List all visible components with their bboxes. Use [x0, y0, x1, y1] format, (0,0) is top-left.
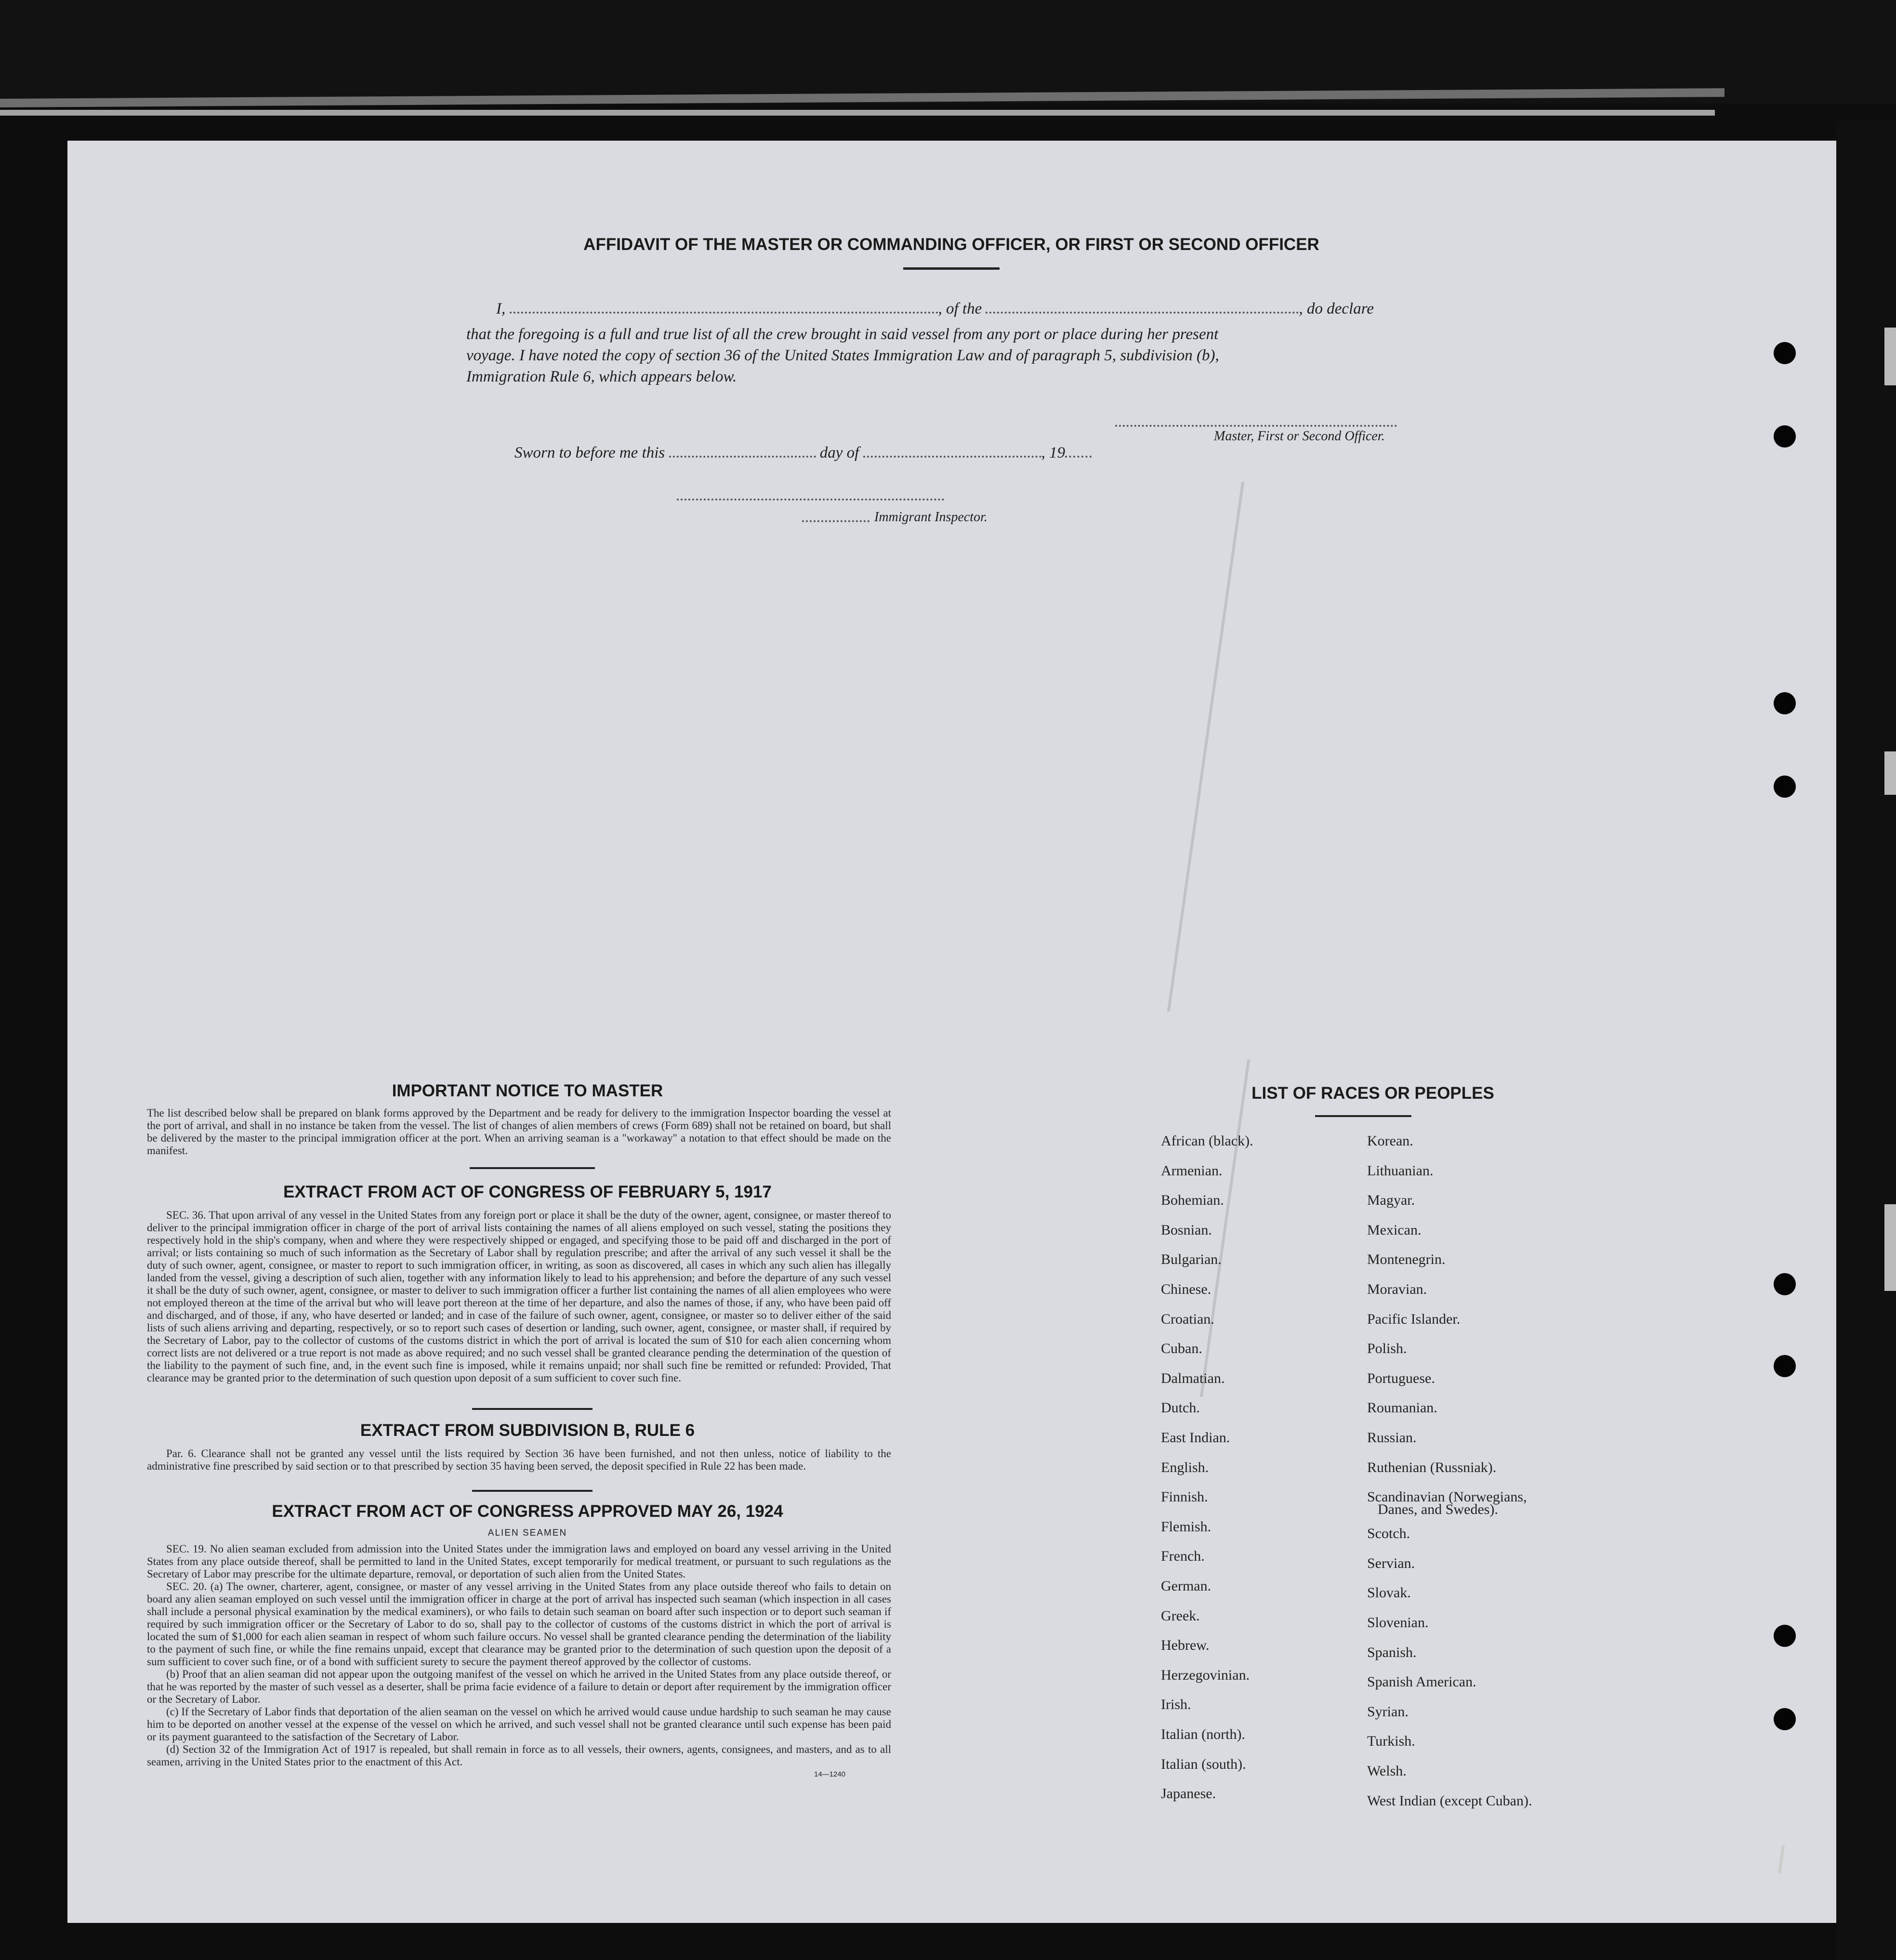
form-number: 14—1240	[814, 1770, 846, 1778]
extract-1917-title: EXTRACT FROM ACT OF CONGRESS OF FEBRUARY 5, 1917	[283, 1183, 772, 1201]
race-item: Japanese.	[1161, 1786, 1216, 1802]
sworn-line	[514, 444, 1237, 462]
race-item: Armenian.	[1161, 1162, 1223, 1179]
notice-title: IMPORTANT NOTICE TO MASTER	[392, 1081, 663, 1100]
punch-hole	[1774, 692, 1796, 714]
race-item: Bulgarian.	[1161, 1251, 1222, 1268]
race-item: Polish.	[1367, 1341, 1407, 1357]
vessel-label: , of the	[938, 300, 982, 317]
section-20a-paragraph: SEC. 20. (a) The owner, charterer, agent, consignee, or master of any vessel arriving in the United States from any place outside thereof who fails to detain on board any alien seaman employed on such vessel until the immigration officer in charge at the port of arrival has inspected such seaman (which inspection in all cases shall include a personal physical examination by the medical examiners), or who fails to detain such seaman on board after such inspection or to deport such seaman if required by such immigration officer or the Secretary of Labor to do so, shall pay to the collector of customs of the customs district in which the port of arrival is located the sum of $1,000 for each alien seaman in respect of whom such failure occurs. No vessel shall be granted clearance pending the determination of the liability to the payment of such fine, or while the fine remains unpaid, except that clearance may be granted prior to the determination of such question upon the deposit of a sum sufficient to cover such fine, or of a bond with sufficient surety to secure the payment thereof approved by the collector of customs.	[147, 1580, 891, 1668]
punch-hole	[1774, 1355, 1796, 1377]
section-divider	[472, 1490, 592, 1492]
race-item: Korean.	[1367, 1133, 1413, 1149]
race-item: English.	[1161, 1459, 1209, 1475]
race-item: Chinese.	[1161, 1281, 1211, 1297]
declaration-line	[496, 300, 1421, 318]
races-title: LIST OF RACES OR PEOPLES	[1251, 1084, 1494, 1103]
races-title-underline	[1315, 1115, 1411, 1117]
race-item: French.	[1161, 1548, 1205, 1565]
section-19-paragraph: SEC. 19. No alien seaman excluded from admission into the United States under the immigration laws and employed on board any vessel arriving in the United States from any place outside thereof, shall be permitted to land in the United States, except temporarily for medical treatment, or pursuant to such regulations as the Secretary of Labor may prescribe for the ultimate departure, removal, or deportation of such alien from the United States.	[147, 1543, 891, 1580]
vessel-name-blank[interactable]	[986, 301, 1299, 314]
race-item: Flemish.	[1161, 1518, 1211, 1535]
race-item: Turkish.	[1367, 1733, 1415, 1750]
race-item: German.	[1161, 1578, 1211, 1594]
microfilm-right-border	[1836, 120, 1896, 1960]
race-item: Italian (north).	[1161, 1726, 1245, 1742]
sworn-month-blank[interactable]	[863, 445, 1041, 458]
officer-signature-blank[interactable]	[1115, 425, 1397, 427]
rule6-title: EXTRACT FROM SUBDIVISION B, RULE 6	[360, 1421, 695, 1440]
page-fold-edge	[0, 110, 1715, 116]
next-page-edge	[1884, 328, 1896, 385]
punch-hole	[1774, 1625, 1796, 1647]
section-20c-paragraph: (c) If the Secretary of Labor finds that deportation of the alien seaman on the vessel on which he arrived would cause undue hardship to such seaman he may cause him to be deported on another vessel at the expense of the vessel on which he arrived, and such vessel shall not be granted clearance until such expense has been paid or its payment guaranteed to the satisfaction of the Secretary of Labor.	[147, 1706, 891, 1743]
race-item: Croatian.	[1161, 1311, 1214, 1327]
sworn-label: Sworn to before me this	[514, 444, 665, 461]
year-label: , 19	[1041, 444, 1066, 461]
sworn-year-blank[interactable]	[1065, 445, 1092, 458]
race-item: West Indian (except Cuban).	[1367, 1792, 1532, 1809]
extract-1924-title: EXTRACT FROM ACT OF CONGRESS APPROVED MAY 26, 1924	[272, 1502, 783, 1521]
race-item: Welsh.	[1367, 1763, 1407, 1779]
race-item: Montenegrin.	[1367, 1251, 1446, 1268]
punch-hole	[1774, 776, 1796, 798]
race-item: Irish.	[1161, 1697, 1191, 1713]
race-item: Portuguese.	[1367, 1370, 1435, 1386]
race-item: Lithuanian.	[1367, 1162, 1434, 1179]
extract-1917-text: SEC. 36. That upon arrival of any vessel in the United States from any foreign port or place it shall be the duty of the owner, agent, consignee, or master thereof to deliver to the principal immigration officer in charge of the port of arrival lists containing the names of all aliens employed on such vessel, stating the positions they respectively hold in the ship's company, when and where they were respectively shipped or engaged, and specifying those to be paid off and discharged in the port of arrival; or lists containing so much of such information as the Secretary of Labor shall by regulation prescribe; and after the arrival of any such vessel it shall be the duty of such owner, agent, consignee, or master to report to such immigration officer, in writing, as soon as discovered, all cases in which any such alien has illegally landed from the vessel, giving a description of such alien, together with any information likely to lead to his apprehension; and before the departure of any such vessel it shall be the duty of such owner, agent, consignee, or master to deliver to such immigration officer a further list containing the names of all alien employees who were not employed thereon at the time of the arrival but who will leave port thereon at the time of her departure, and also the names of those, if any, who have been paid off and discharged, and of those, if any, who have deserted or landed; and in case of the failure of such owner, agent, consignee, or master so to deliver either of the said lists of such aliens arriving and departing, respectively, or so to report such cases of desertion or landing, such owner, agent, consignee, or master shall, if required by the Secretary of Labor, pay to the collector of customs of the customs district in which the port of arrival is located the sum of $10 for each alien concerning whom correct lists are not delivered or a true report is not made as above required; and no such vessel shall be granted clearance pending the determination of the question of the liability to the payment of such fine, and, in the event such fine is imposed, while it remains unpaid; nor shall such fine be remitted or refunded: Provided, That clearance may be granted prior to the determination of such question upon deposit of a sum sufficient to cover such fine.	[147, 1209, 891, 1384]
race-item: Pacific Islander.	[1367, 1311, 1461, 1327]
affidavit-title: AFFIDAVIT OF THE MASTER OR COMMANDING OFFICER, OR FIRST OR SECOND OFFICER	[583, 235, 1319, 254]
section-20d-paragraph: (d) Section 32 of the Immigration Act of 1917 is repealed, but shall remain in force as to all vessels, their owners, agents, consignees, and masters, and as to all seamen, arriving in the United States prior to the enactment of this Act.	[147, 1743, 891, 1768]
next-page-edge	[1884, 751, 1896, 795]
race-item: Russian.	[1367, 1430, 1417, 1446]
alien-seamen-subtitle: ALIEN SEAMEN	[487, 1528, 567, 1538]
race-item: East Indian.	[1161, 1430, 1230, 1446]
race-item: Spanish American.	[1367, 1674, 1476, 1690]
section-divider	[472, 1408, 592, 1410]
title-underline	[903, 267, 1000, 270]
race-item: Dutch.	[1161, 1400, 1200, 1416]
microfilm-top-border	[0, 0, 1896, 104]
race-item: Syrian.	[1367, 1703, 1409, 1720]
affidavit-body-line: that the foregoing is a full and true list of all the crew brought in said vessel from any port or place during her present	[466, 326, 1219, 343]
race-item: Scotch.	[1367, 1526, 1410, 1542]
race-item: Greek.	[1161, 1607, 1200, 1624]
race-item: Magyar.	[1367, 1192, 1415, 1209]
affidavit-body-line: voyage. I have noted the copy of section 36 of the United States Immigration Law and of paragraph 5, subdivision (b),	[466, 347, 1219, 364]
inspector-lead-dots	[802, 520, 869, 522]
punch-hole	[1774, 425, 1796, 447]
inspector-signature-blank[interactable]	[677, 499, 944, 500]
race-item: Slovak.	[1367, 1585, 1411, 1601]
race-item: Danes, and Swedes).	[1378, 1501, 1498, 1518]
race-item: Italian (south).	[1161, 1756, 1246, 1772]
race-item: Hebrew.	[1161, 1637, 1210, 1654]
punch-hole	[1774, 1708, 1796, 1730]
section-divider	[470, 1167, 595, 1169]
race-item: Servian.	[1367, 1555, 1415, 1571]
day-of-label: day of	[819, 444, 859, 461]
race-item: Scandinavian (Norwegians,	[1367, 1489, 1527, 1505]
notice-text: The list described below shall be prepared on blank forms approved by the Department and be ready for delivery to the immigration Inspector boarding the vessel at the port of arrival, and shall in no instance be taken from the vessel. The list of changes of alien members of crews (Form 689) shall not be retained on board, but shall be delivered by the master to the principal immigration officer at the port. When an arriving seaman is a "workaway" a notation to that effect should be made on the manifest.	[147, 1107, 891, 1157]
affidavit-body-line: Immigration Rule 6, which appears below.	[466, 368, 737, 385]
race-item: Finnish.	[1161, 1489, 1208, 1505]
race-item: Moravian.	[1367, 1281, 1427, 1297]
race-item: African (black).	[1161, 1133, 1253, 1149]
race-item: Roumanian.	[1367, 1400, 1437, 1416]
officer-signature-caption: Master, First or Second Officer.	[1214, 429, 1385, 444]
punch-hole	[1774, 1273, 1796, 1295]
declarant-label: I,	[496, 300, 506, 317]
race-item: Bosnian.	[1161, 1222, 1212, 1238]
declare-label: , do declare	[1299, 300, 1374, 317]
extract-1924-text	[147, 1543, 891, 1768]
sworn-day-blank[interactable]	[669, 445, 816, 458]
rule6-text: Par. 6. Clearance shall not be granted any vessel until the lists required by Section 36 have been furnished, and not then unless, notice of liability to the administrative fine prescribed by said section or to that prescribed by section 35 having been served, the deposit specified in Rule 22 has been made.	[147, 1447, 891, 1472]
race-item: Cuban.	[1161, 1341, 1202, 1357]
race-item: Bohemian.	[1161, 1192, 1224, 1209]
race-item: Ruthenian (Russniak).	[1367, 1459, 1497, 1475]
race-item: Mexican.	[1367, 1222, 1422, 1238]
inspector-caption: Immigrant Inspector.	[874, 510, 988, 525]
race-item: Slovenian.	[1367, 1615, 1429, 1631]
race-item: Herzegovinian.	[1161, 1667, 1250, 1683]
next-page-edge	[1884, 1204, 1896, 1291]
race-item: Dalmatian.	[1161, 1370, 1225, 1386]
punch-hole	[1774, 342, 1796, 364]
race-item: Spanish.	[1367, 1644, 1417, 1660]
section-20b-paragraph: (b) Proof that an alien seaman did not appear upon the outgoing manifest of the vessel on which he arrived in the United States from any place outside thereof, or that he was reported by the master of such vessel as a deserter, shall be prima facie evidence of a failure to detain or deport after requirement by the immigration officer or the Secretary of Labor.	[147, 1668, 891, 1705]
declarant-name-blank[interactable]	[510, 301, 938, 314]
